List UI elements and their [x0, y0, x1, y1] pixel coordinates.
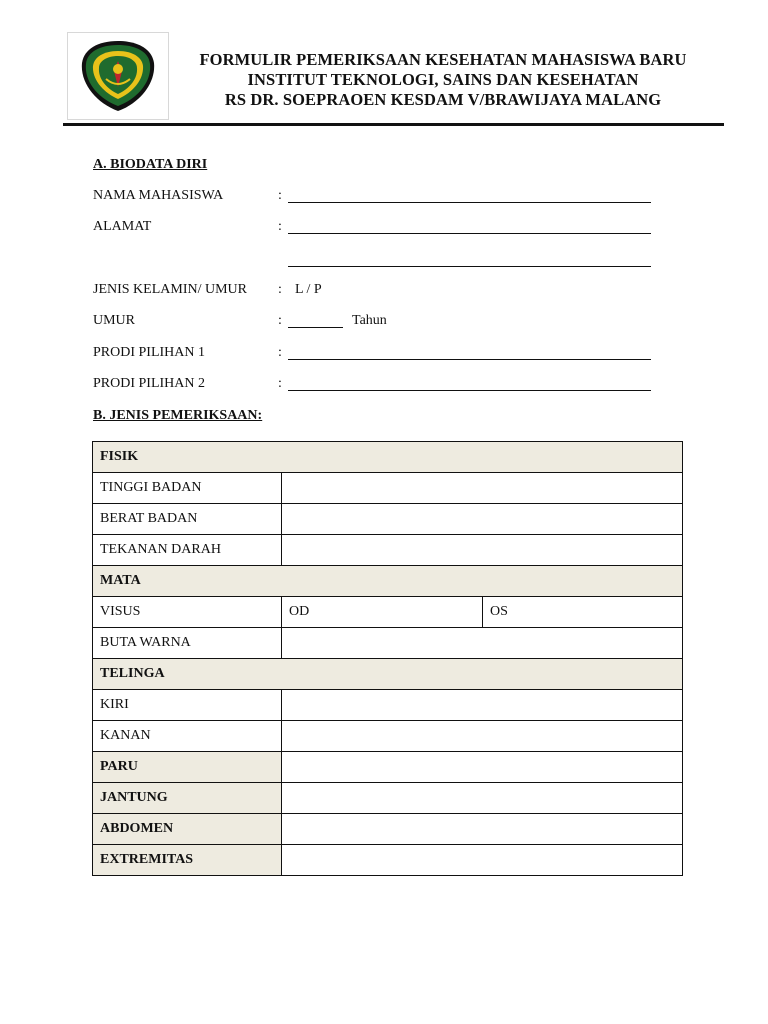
row-label: KANAN	[93, 721, 282, 752]
field-colon: :	[278, 376, 282, 391]
row-label: BERAT BADAN	[93, 504, 282, 535]
alamat-input-line-2[interactable]	[288, 266, 651, 267]
row-label: TINGGI BADAN	[93, 473, 282, 504]
field-prodi-pilihan-1	[93, 345, 673, 365]
jantung-cell[interactable]	[282, 783, 683, 814]
institution-logo	[67, 32, 169, 120]
abdomen-cell[interactable]	[282, 814, 683, 845]
umur-unit: Tahun	[352, 313, 387, 328]
table-row	[93, 442, 683, 473]
row-label-extremitas: EXTREMITAS	[93, 845, 282, 876]
table-row	[93, 566, 683, 597]
table-row	[93, 628, 683, 659]
table-row	[93, 783, 683, 814]
field-jenis-kelamin	[93, 282, 673, 302]
row-label: BUTA WARNA	[93, 628, 282, 659]
nama-mahasiswa-input-line[interactable]	[288, 202, 651, 203]
tinggi-badan-cell[interactable]	[282, 473, 683, 504]
field-colon: :	[278, 188, 282, 203]
shield-emblem-icon	[78, 39, 158, 113]
group-mata: MATA	[93, 566, 683, 597]
visus-os-cell[interactable]: OS	[483, 597, 683, 628]
header-hospital: RS DR. SOEPRAOEN KESDAM V/BRAWIJAYA MALANG	[224, 90, 662, 109]
table-row	[93, 473, 683, 504]
header-title: FORMULIR PEMERIKSAAN KESEHATAN MAHASISWA BARU	[199, 50, 687, 69]
examination-table	[92, 441, 683, 876]
field-umur	[93, 313, 673, 333]
row-label-jantung: JANTUNG	[93, 783, 282, 814]
field-label: PRODI PILIHAN 1	[93, 345, 205, 360]
table-row	[93, 752, 683, 783]
telinga-kanan-cell[interactable]	[282, 721, 683, 752]
gender-options[interactable]: L / P	[295, 282, 322, 297]
field-label: NAMA MAHASISWA	[93, 188, 224, 203]
header-divider	[63, 123, 724, 126]
table-row	[93, 721, 683, 752]
field-nama-mahasiswa	[93, 188, 673, 208]
prodi-2-input-line[interactable]	[288, 390, 651, 391]
form-header	[168, 50, 718, 110]
table-row	[93, 659, 683, 690]
visus-od-cell[interactable]: OD	[282, 597, 483, 628]
prodi-1-input-line[interactable]	[288, 359, 651, 360]
alamat-input-line[interactable]	[288, 233, 651, 234]
field-label: UMUR	[93, 313, 136, 328]
field-colon: :	[278, 282, 282, 297]
header-institution: INSTITUT TEKNOLOGI, SAINS DAN KESEHATAN	[247, 70, 639, 89]
row-label-paru: PARU	[93, 752, 282, 783]
field-label: JENIS KELAMIN/ UMUR	[93, 282, 247, 297]
telinga-kiri-cell[interactable]	[282, 690, 683, 721]
table-row	[93, 690, 683, 721]
buta-warna-cell[interactable]	[282, 628, 683, 659]
row-label: VISUS	[93, 597, 282, 628]
table-row	[93, 845, 683, 876]
table-row	[93, 535, 683, 566]
group-fisik: FISIK	[93, 442, 683, 473]
row-label: TEKANAN DARAH	[93, 535, 282, 566]
umur-input-line[interactable]	[288, 327, 343, 328]
field-colon: :	[278, 313, 282, 328]
section-b-title: B. JENIS PEMERIKSAAN:	[93, 408, 263, 423]
table-row	[93, 504, 683, 535]
row-label-abdomen: ABDOMEN	[93, 814, 282, 845]
table-row	[93, 597, 683, 628]
group-telinga: TELINGA	[93, 659, 683, 690]
field-label: PRODI PILIHAN 2	[93, 376, 205, 391]
paru-cell[interactable]	[282, 752, 683, 783]
berat-badan-cell[interactable]	[282, 504, 683, 535]
row-label: KIRI	[93, 690, 282, 721]
field-label: ALAMAT	[93, 219, 152, 234]
section-a-title: A. BIODATA DIRI	[93, 157, 208, 172]
extremitas-cell[interactable]	[282, 845, 683, 876]
field-colon: :	[278, 345, 282, 360]
field-alamat	[93, 219, 673, 239]
field-prodi-pilihan-2	[93, 376, 673, 396]
tekanan-darah-cell[interactable]	[282, 535, 683, 566]
field-colon: :	[278, 219, 282, 234]
table-row	[93, 814, 683, 845]
